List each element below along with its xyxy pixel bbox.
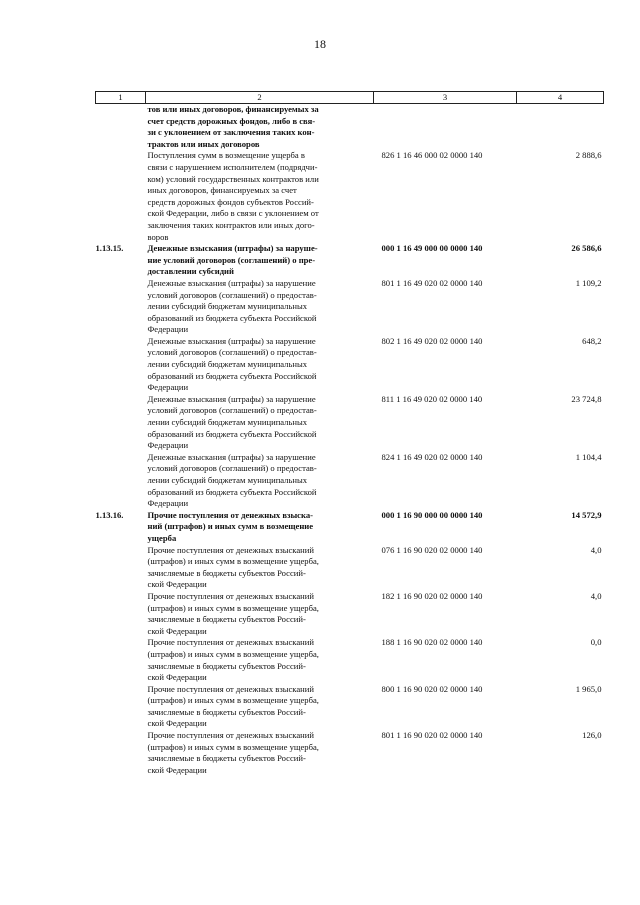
row-name-cell: Денежные взыскания (штрафы) за нарушение условий договоров (соглашений) о предостав- лении субсидий бюджетам муниципальных образований из бюджета субъекта Российской Федерации bbox=[147, 393, 317, 451]
row-amount-cell: 2 888,6 bbox=[575, 150, 602, 161]
row-amount-cell: 1 965,0 bbox=[575, 683, 602, 694]
table-row bbox=[96, 394, 604, 452]
row-amount-cell: 1 109,2 bbox=[575, 277, 602, 288]
row-name-cell: Прочие поступления от денежных взысканий (штрафов) и иных сумм в возмещение ущерба, зачисляемые в бюджеты субъектов Россий- ской Федерации bbox=[147, 544, 319, 590]
row-amount-cell: 648,2 bbox=[582, 335, 602, 346]
header-col-1: 1 bbox=[96, 92, 146, 104]
table-header bbox=[96, 92, 604, 104]
row-number-cell bbox=[96, 684, 146, 730]
row-number-cell bbox=[96, 591, 146, 637]
row-code-cell: 801 1 16 49 020 02 0000 140 bbox=[381, 277, 483, 288]
row-number-cell bbox=[96, 452, 146, 510]
row-name-cell: Денежные взыскания (штрафы) за наруше- ние условий договоров (соглашений) о пре- доставлении субсидий bbox=[147, 243, 318, 277]
row-name-cell: Прочие поступления от денежных взысканий (штрафов) и иных сумм в возмещение ущерба, зачисляемые в бюджеты субъектов Россий- ской Федерации bbox=[147, 637, 319, 683]
row-amount-cell: 4,0 bbox=[590, 590, 602, 601]
row-amount-cell: 14 572,9 bbox=[571, 509, 602, 520]
row-number-cell bbox=[96, 336, 146, 394]
row-name-cell: Денежные взыскания (штрафы) за нарушение условий договоров (соглашений) о предостав- лении субсидий бюджетам муниципальных образований из бюджета субъекта Российской Федерации bbox=[147, 277, 317, 335]
table-row bbox=[96, 278, 604, 336]
table-body bbox=[96, 104, 604, 777]
row-code-cell: 182 1 16 90 020 02 0000 140 bbox=[381, 590, 483, 601]
header-col-3: 3 bbox=[374, 92, 517, 104]
row-code-cell: 824 1 16 49 020 02 0000 140 bbox=[381, 451, 483, 462]
row-code-cell: 826 1 16 46 000 02 0000 140 bbox=[381, 150, 483, 161]
row-amount-cell: 126,0 bbox=[582, 730, 602, 741]
table-row bbox=[96, 545, 604, 591]
row-code-cell: 800 1 16 90 020 02 0000 140 bbox=[381, 683, 483, 694]
table-row bbox=[96, 150, 604, 243]
row-amount-cell: 1 104,4 bbox=[575, 451, 602, 462]
row-name-cell: Прочие поступления от денежных взысканий (штрафов) и иных сумм в возмещение ущерба, зачисляемые в бюджеты субъектов Россий- ской Федерации bbox=[147, 730, 319, 775]
header-col-4: 4 bbox=[517, 92, 604, 104]
row-number-cell bbox=[96, 637, 146, 683]
row-code-cell bbox=[374, 104, 517, 151]
header-col-2: 2 bbox=[146, 92, 374, 104]
row-name-cell: Денежные взыскания (штрафы) за нарушение условий договоров (соглашений) о предостав- лении субсидий бюджетам муниципальных образований из бюджета субъекта Российской Федерации bbox=[147, 451, 317, 509]
row-amount-cell: 26 586,6 bbox=[571, 243, 602, 254]
table-row bbox=[96, 336, 604, 394]
row-code-cell: 000 1 16 49 000 00 0000 140 bbox=[381, 243, 483, 254]
table-row bbox=[96, 637, 604, 683]
table-row bbox=[96, 730, 604, 776]
row-name-cell: Прочие поступления от денежных взысканий (штрафов) и иных сумм в возмещение ущерба, зачисляемые в бюджеты субъектов Россий- ской Федерации bbox=[147, 683, 319, 729]
table-row bbox=[96, 243, 604, 278]
row-name-cell: Прочие поступления от денежных взысканий (штрафов) и иных сумм в возмещение ущерба, зачисляемые в бюджеты субъектов Россий- ской Федерации bbox=[147, 590, 319, 636]
table-row bbox=[96, 591, 604, 637]
row-number-cell: 1.13.16. bbox=[95, 509, 124, 520]
row-amount-cell: 4,0 bbox=[590, 544, 602, 555]
row-amount-cell: 23 724,8 bbox=[571, 393, 602, 404]
table-row bbox=[96, 104, 604, 151]
page-number: 18 bbox=[314, 37, 326, 51]
row-code-cell: 076 1 16 90 020 02 0000 140 bbox=[381, 544, 483, 555]
row-number-cell bbox=[96, 278, 146, 336]
table-row bbox=[96, 452, 604, 510]
row-code-cell: 801 1 16 90 020 02 0000 140 bbox=[381, 730, 483, 741]
table-row bbox=[96, 510, 604, 545]
row-name-cell: тов или иных договоров, финансируемых за счет средств дорожных фондов, либо в свя- зи с уклонением от заключения таких кон- трактов или иных договоров bbox=[147, 104, 319, 149]
row-amount-cell bbox=[517, 104, 604, 151]
table-row bbox=[96, 684, 604, 730]
row-number-cell bbox=[96, 730, 146, 776]
row-code-cell: 000 1 16 90 000 00 0000 140 bbox=[381, 509, 483, 520]
row-number-cell bbox=[96, 104, 146, 151]
row-number-cell bbox=[96, 394, 146, 452]
row-amount-cell: 0,0 bbox=[590, 637, 602, 648]
row-name-cell: Поступления сумм в возмещение ущерба в связи с нарушением исполнителем (подрядчи- ком) условий государственных контрактов или иных договоров, финансируемых за счет средств дорожных фондов субъектов Россий- ской Федерации, либо в связи с уклонением от заключения таких контрактов или иных дого- воров bbox=[147, 150, 319, 242]
row-name-cell: Денежные взыскания (штрафы) за нарушение условий договоров (соглашений) о предостав- лении субсидий бюджетам муниципальных образований из бюджета субъекта Российской Федерации bbox=[147, 335, 317, 393]
row-code-cell: 811 1 16 49 020 02 0000 140 bbox=[381, 393, 483, 404]
row-code-cell: 802 1 16 49 020 02 0000 140 bbox=[381, 335, 483, 346]
row-number-cell bbox=[96, 545, 146, 591]
row-code-cell: 188 1 16 90 020 02 0000 140 bbox=[381, 637, 483, 648]
row-name-cell: Прочие поступления от денежных взыска- ний (штрафов) и иных сумм в возмещение ущерба bbox=[147, 509, 314, 543]
row-number-cell: 1.13.15. bbox=[95, 243, 124, 254]
row-number-cell bbox=[96, 150, 146, 243]
revenue-table bbox=[95, 91, 604, 776]
